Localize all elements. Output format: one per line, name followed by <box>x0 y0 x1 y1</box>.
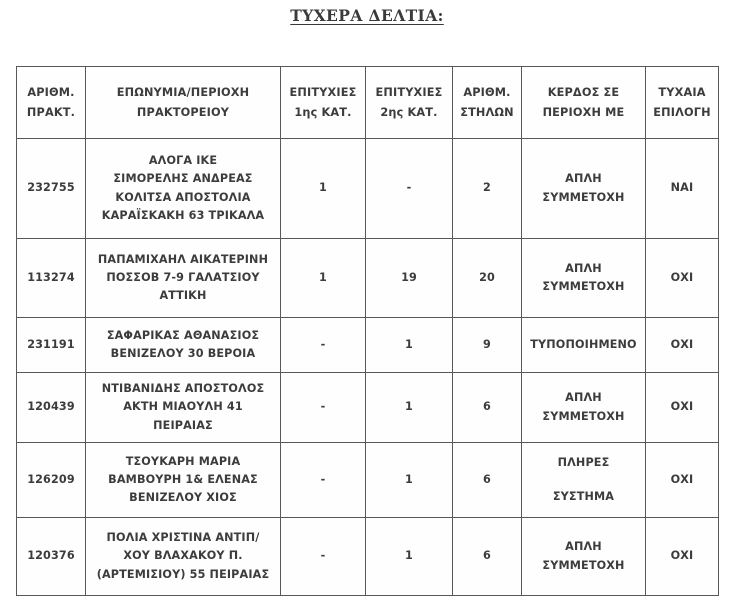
cell-agency-name <box>86 139 281 239</box>
cell-agency-number: 113274 <box>17 239 86 318</box>
agency-name-line: ΒΑΜΒΟΥΡΗ 1& ΕΛΕΝΑΣ <box>108 472 258 486</box>
agency-name-line: ΣΑΦΑΡΙΚΑΣ ΑΘΑΝΑΣΙΟΣ <box>106 328 260 342</box>
table-row <box>17 518 719 596</box>
cell-wins-category-1: - <box>281 373 366 443</box>
agency-name-line: ΚΟΛΙΤΣΑ ΑΠΟΣΤΟΛΙΑ <box>115 190 251 204</box>
cell-columns-count: 9 <box>453 318 522 373</box>
cell-columns-count: 20 <box>453 239 522 318</box>
agency-name-line: ΑΚΤΗ ΜΙΑΟΥΛΗ 41 <box>123 400 243 414</box>
agency-name-line: ΠΑΠΑΜΙΧΑΗΛ ΑΙΚΑΤΕΡΙΝΗ <box>97 252 269 266</box>
column-header-line: 1ης ΚΑΤ. <box>294 105 352 119</box>
cell-random-selection: ΟΧΙ <box>646 373 719 443</box>
agency-name-line: ΤΣΟΥΚΑΡΗ ΜΑΡΙΑ <box>125 454 241 468</box>
cell-wins-category-1: - <box>281 318 366 373</box>
cell-columns-count: 2 <box>453 139 522 239</box>
column-header-line: ΕΠΙΤΥΧΙΕΣ <box>289 86 357 100</box>
column-header-name <box>86 67 281 139</box>
table-row <box>17 373 719 443</box>
agency-name-line: ΣΙΜΟΡΕΛΗΣ ΑΝΔΡΕΑΣ <box>113 172 253 186</box>
table-row <box>17 318 719 373</box>
table-header <box>17 67 719 139</box>
agency-name-line: ΑΤΤΙΚΗ <box>159 289 207 303</box>
prize-type-line: ΑΠΛΗ <box>565 540 602 554</box>
column-header-line: ΤΥΧΑΙΑ <box>658 86 706 100</box>
cell-columns-count: 6 <box>453 373 522 443</box>
cell-agency-name <box>86 318 281 373</box>
column-header-kerdos <box>522 67 646 139</box>
cell-random-selection: ΟΧΙ <box>646 239 719 318</box>
agency-name-line: ΧΟΥ ΒΛΑΧΑΚΟΥ Π. <box>123 549 243 563</box>
agency-name-line: ΒΕΝΙΖΕΛΟΥ 30 ΒΕΡΟΙΑ <box>110 347 256 360</box>
column-header-line: 2ης ΚΑΤ. <box>380 105 438 119</box>
column-header-line: ΑΡΙΘΜ. <box>27 86 75 100</box>
lucky-tickets-table <box>16 66 719 596</box>
cell-wins-category-1: 1 <box>281 239 366 318</box>
cell-agency-name <box>86 443 281 518</box>
column-header-ep1 <box>281 67 366 139</box>
prize-type-line: ΤΥΠΟΠΟΙΗΜΕΝΟ <box>530 337 637 351</box>
cell-agency-name <box>86 239 281 318</box>
prize-type-line: ΠΛΗΡΕΣ <box>557 456 610 470</box>
column-header-line: ΑΡΙΘΜ. <box>463 86 511 100</box>
cell-agency-name <box>86 373 281 443</box>
cell-prize-type <box>522 373 646 443</box>
cell-wins-category-2: - <box>366 139 453 239</box>
cell-columns-count: 6 <box>453 443 522 518</box>
column-header-line: ΣΤΗΛΩΝ <box>460 105 514 119</box>
column-header-ep2 <box>366 67 453 139</box>
cell-columns-count: 6 <box>453 518 522 596</box>
column-header-prakt <box>17 67 86 139</box>
cell-agency-number: 120376 <box>17 518 86 596</box>
table-row <box>17 239 719 318</box>
column-header-line: ΚΕΡΔΟΣ ΣΕ <box>547 86 620 100</box>
prize-type-line: ΑΠΛΗ <box>565 391 602 405</box>
cell-agency-number: 232755 <box>17 139 86 239</box>
agency-name-line: ΒΕΝΙΖΕΛΟΥ ΧΙΟΣ <box>129 491 237 505</box>
table-header-row <box>17 67 719 139</box>
cell-prize-type <box>522 518 646 596</box>
agency-name-line: (ΑΡΤΕΜΙΣΙΟΥ) 55 ΠΕΙΡΑΙΑΣ <box>96 567 270 581</box>
cell-wins-category-2: 1 <box>366 373 453 443</box>
prize-type-line: ΣΥΜΜΕΤΟΧΗ <box>542 280 625 293</box>
agency-name-line: ΝΤΙΒΑΝΙΔΗΣ ΑΠΟΣΤΟΛΟΣ <box>101 382 265 396</box>
cell-agency-name <box>86 518 281 596</box>
prize-type-line: ΣΥΜΜΕΤΟΧΗ <box>542 409 625 423</box>
cell-prize-type <box>522 239 646 318</box>
cell-wins-category-1: 1 <box>281 139 366 239</box>
prize-type-line: ΑΠΛΗ <box>565 172 602 186</box>
prize-type-line: ΣΥΜΜΕΤΟΧΗ <box>542 190 625 204</box>
table-row <box>17 443 719 518</box>
agency-name-line: ΚΑΡΑΪΣΚΑΚΗ 63 ΤΡΙΚΑΛΑ <box>101 208 265 222</box>
column-header-stiles <box>453 67 522 139</box>
prize-type-line: ΣΥΜΜΕΤΟΧΗ <box>542 558 625 572</box>
prize-type-line: ΑΠΛΗ <box>565 261 602 275</box>
table-row <box>17 139 719 239</box>
page-title: ΤΥΧΕΡΑ ΔΕΛΤΙΑ: <box>290 6 444 25</box>
page-title-container <box>0 6 734 25</box>
cell-random-selection: ΟΧΙ <box>646 318 719 373</box>
cell-wins-category-2: 1 <box>366 318 453 373</box>
column-header-line: ΠΡΑΚΤΟΡΕΙΟΥ <box>136 105 230 119</box>
cell-prize-type <box>522 139 646 239</box>
agency-name-line: ΠΟΣΣΟΒ 7-9 ΓΑΛΑΤΣΙΟΥ <box>106 270 260 284</box>
agency-name-line: ΠΟΛΙΑ ΧΡΙΣΤΙΝΑ ΑΝΤΙΠ/ <box>106 531 260 545</box>
column-header-line: ΠΡΑΚΤ. <box>26 105 76 119</box>
cell-random-selection: ΝΑΙ <box>646 139 719 239</box>
column-header-line: ΕΠΙΤΥΧΙΕΣ <box>375 86 443 100</box>
prize-type-line: ΣΥΣΤΗΜΑ <box>552 490 615 503</box>
agency-name-line: ΠΕΙΡΑΙΑΣ <box>153 418 213 432</box>
cell-agency-number: 120439 <box>17 373 86 443</box>
cell-prize-type <box>522 443 646 518</box>
lucky-tickets-table-container <box>16 66 718 596</box>
column-header-random <box>646 67 719 139</box>
cell-random-selection: ΟΧΙ <box>646 443 719 518</box>
cell-agency-number: 231191 <box>17 318 86 373</box>
cell-agency-number: 126209 <box>17 443 86 518</box>
cell-random-selection: ΟΧΙ <box>646 518 719 596</box>
column-header-line: ΕΠΙΛΟΓΗ <box>653 105 711 119</box>
agency-name-line: ΑΛΟΓΑ ΙΚΕ <box>148 154 218 168</box>
table-body <box>17 139 719 596</box>
column-header-line: ΠΕΡΙΟΧΗ ΜΕ <box>542 105 625 119</box>
column-header-line: ΕΠΩΝΥΜΙΑ/ΠΕΡΙΟΧΗ <box>116 86 250 100</box>
cell-wins-category-2: 1 <box>366 518 453 596</box>
cell-wins-category-2: 19 <box>366 239 453 318</box>
cell-wins-category-1: - <box>281 443 366 518</box>
cell-prize-type <box>522 318 646 373</box>
cell-wins-category-1: - <box>281 518 366 596</box>
cell-wins-category-2: 1 <box>366 443 453 518</box>
